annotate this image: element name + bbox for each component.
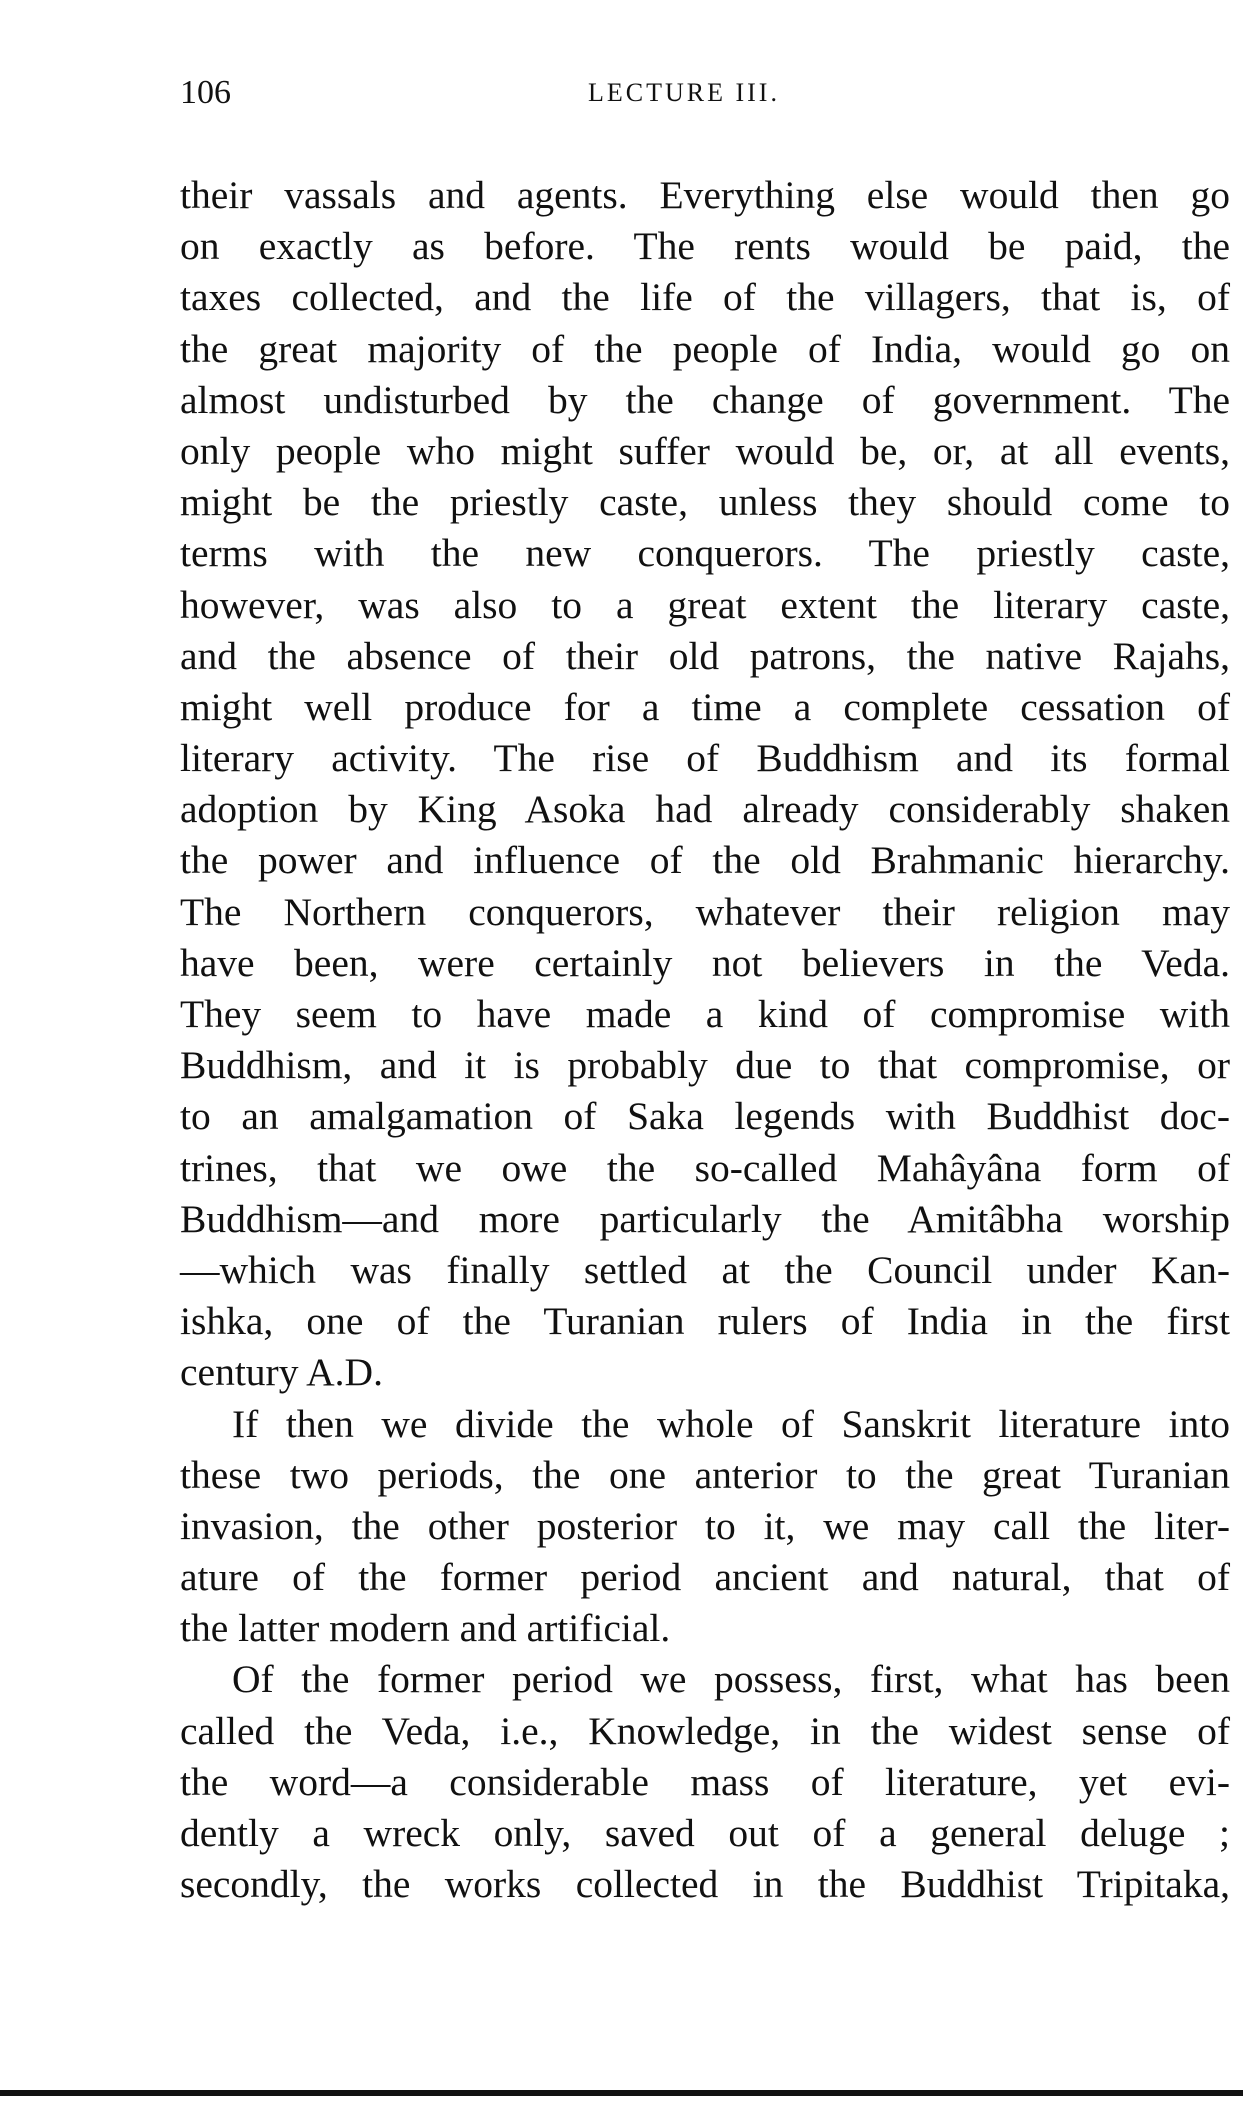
text-line: only people who might suffer would be, or, at all events,: [180, 428, 1230, 473]
text-line: trines, that we owe the so-called Mahâyâna form of: [180, 1145, 1230, 1190]
running-title: LECTURE III.: [588, 78, 780, 107]
text-line: adoption by King Asoka had already considerably shaken: [180, 787, 1230, 832]
text-line: ature of the former period ancient and natural, that of: [180, 1555, 1230, 1600]
bottom-rule: [0, 2090, 1243, 2096]
text-line: dently a wreck only, saved out of a general deluge ;: [180, 1811, 1230, 1855]
text-line: If then we divide the whole of Sanskrit literature into: [232, 1401, 1230, 1446]
page-number: 106: [180, 74, 231, 111]
text-line: secondly, the works collected in the Buddhist Tripitaka,: [180, 1862, 1230, 1907]
text-line: The Northern conquerors, whatever their religion may: [180, 889, 1230, 934]
text-line: terms with the new conquerors. The priestly caste,: [180, 531, 1230, 576]
text-line: They seem to have made a kind of compromise with: [180, 992, 1230, 1036]
text-line: Buddhism, and it is probably due to that compromise, or: [180, 1043, 1230, 1088]
text-line: might well produce for a time a complete cessation of: [180, 684, 1230, 729]
text-line: and the absence of their old patrons, the native Rajahs,: [180, 633, 1230, 678]
text-line: might be the priestly caste, unless they should come to: [180, 480, 1230, 525]
text-line: to an amalgamation of Saka legends with Buddhist doc-: [180, 1094, 1230, 1139]
text-line: the word—a considerable mass of literature, yet evi-: [180, 1759, 1230, 1804]
body-text: [180, 170, 1230, 1910]
text-line: these two periods, the one anterior to the great Turanian: [180, 1452, 1230, 1497]
text-line: called the Veda, i.e., Knowledge, in the widest sense of: [180, 1708, 1230, 1753]
text-line: their vassals and agents. Everything else would then go: [180, 173, 1230, 217]
text-line: the power and influence of the old Brahmanic hierarchy.: [180, 838, 1230, 883]
text-line: almost undisturbed by the change of government. The: [180, 377, 1230, 422]
text-line: on exactly as before. The rents would be paid, the: [180, 224, 1230, 269]
text-line: century A.D.: [180, 1350, 383, 1395]
text-line: invasion, the other posterior to it, we may call the liter-: [180, 1503, 1230, 1548]
text-line: the latter modern and artificial.: [180, 1606, 671, 1651]
text-line: ishka, one of the Turanian rulers of India in the first: [180, 1299, 1230, 1344]
text-line: however, was also to a great extent the literary caste,: [180, 582, 1230, 627]
text-line: taxes collected, and the life of the villagers, that is, of: [180, 275, 1230, 320]
text-line: the great majority of the people of India, would go on: [180, 326, 1230, 371]
text-line: —which was finally settled at the Council under Kan-: [180, 1247, 1230, 1292]
text-line: Of the former period we possess, first, what has been: [232, 1657, 1230, 1702]
text-line: Buddhism—and more particularly the Amitâbha worship: [180, 1196, 1230, 1241]
text-line: literary activity. The rise of Buddhism and its formal: [180, 736, 1230, 781]
page-header: [180, 74, 1230, 114]
text-line: have been, were certainly not believers in the Veda.: [180, 940, 1230, 985]
